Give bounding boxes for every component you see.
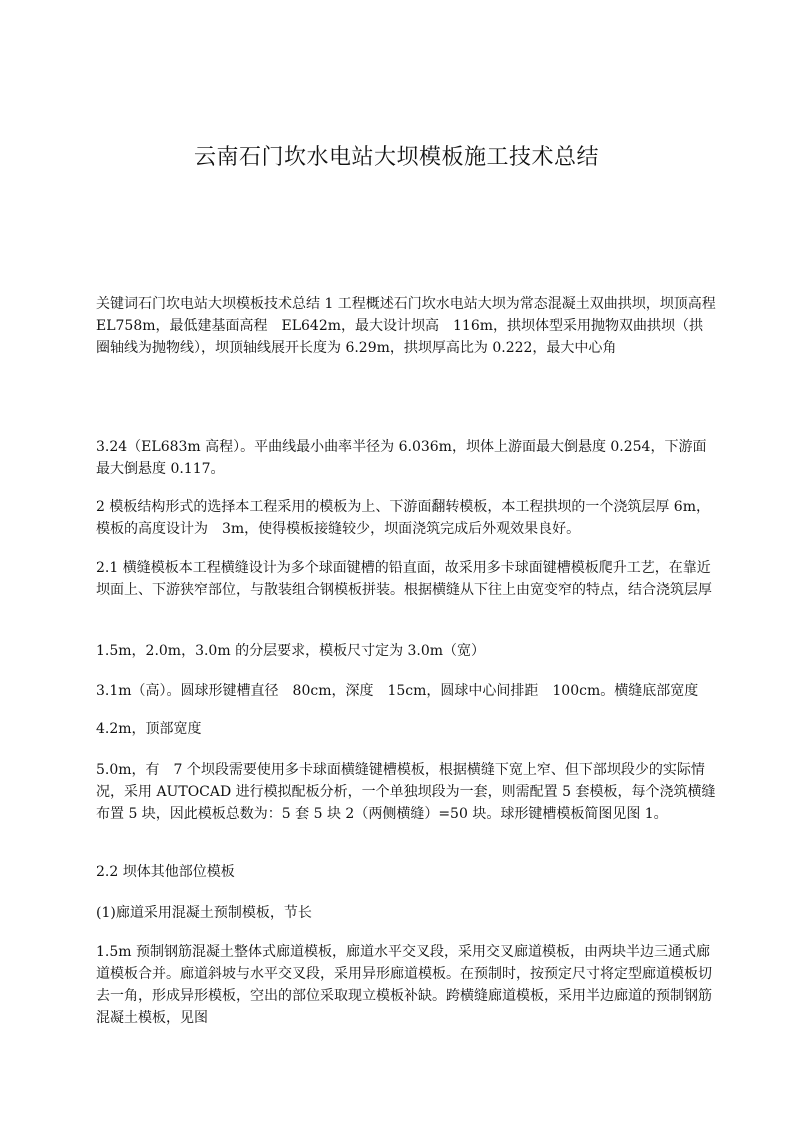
paragraph-gallery-details: 1.5m 预制钢筋混凝土整体式廊道模板，廊道水平交叉段，采用交叉廊道模板，由两块半边三通式廊道模板合并。廊道斜坡与水平交叉段，采用异形廊道模板。在预制时，按预定尺寸将定型廊道模板切去一角，形成异形模板，空出的部位采取现立模板补缺。跨横缝廊道模板，采用半边廊道的预制钢筋混凝土模板，见图: [96, 944, 712, 1026]
paragraph-formwork-choice: 2 模板结构形式的选择本工程采用的模板为上、下游面翻转模板，本工程拱坝的一个浇筑层厚 6m，模板的高度设计为 3m，使得模板接缝较少，坝面浇筑完成后外观效果良好。: [96, 499, 710, 537]
section-heading-other-parts: 2.2 坝体其他部位模板: [96, 864, 235, 880]
paragraph-overview: 关键词石门坎电站大坝模板技术总结 1 工程概述石门坎水电站大坝为常态混凝土双曲拱坝，坝顶高程 EL758m，最低建基面高程 EL642m，最大设计坝高 116m，拱坝体型采用抛物双曲拱坝（拱圈轴线为抛物线），坝顶轴线展开长度为 6.29m，拱坝厚高比为 0.222，最大中心角: [96, 296, 716, 356]
paragraph-curvature: 3.24（EL683m 高程）。平曲线最小曲率半径为 6.036m，坝体上游面最大倒悬度 0.254，下游面最大倒悬度 0.117。: [96, 439, 707, 477]
paragraph-layer-requirement: 1.5m，2.0m，3.0m 的分层要求，模板尺寸定为 3.0m（宽）: [96, 643, 486, 659]
paragraph-gallery-precast: (1)廊道采用混凝土预制模板，节长: [96, 905, 312, 921]
paragraph-joint-formwork: 2.1 横缝模板本工程横缝设计为多个球面键槽的铅直面，故采用多卡球面键槽模板爬升工艺，在靠近坝面上、下游狭窄部位，与散装组合钢模板拼装。根据横缝从下往上由宽变窄的特点，结合浇筑层厚: [96, 560, 712, 598]
paragraph-formwork-count: 5.0m，有 7 个坝段需要使用多卡球面横缝键槽模板，根据横缝下宽上窄、但下部坝段少的实际情况，采用 AUTOCAD 进行模拟配板分析，一个单独坝段为一套，则需配置 5 套模板，每个浇筑横缝布置 5 块，因此模板总数为：5 套 5 块 2（两侧横缝）=50 块。球形键槽模板简图见图 1。: [96, 762, 716, 822]
document-title: 云南石门坎水电站大坝模板施工技术总结: [193, 145, 599, 170]
paragraph-keyway-size: 3.1m（高）。圆球形键槽直径 80cm，深度 15cm，圆球中心间排距 100cm。横缝底部宽度: [96, 683, 699, 699]
paragraph-top-width: 4.2m，顶部宽度: [96, 721, 202, 737]
